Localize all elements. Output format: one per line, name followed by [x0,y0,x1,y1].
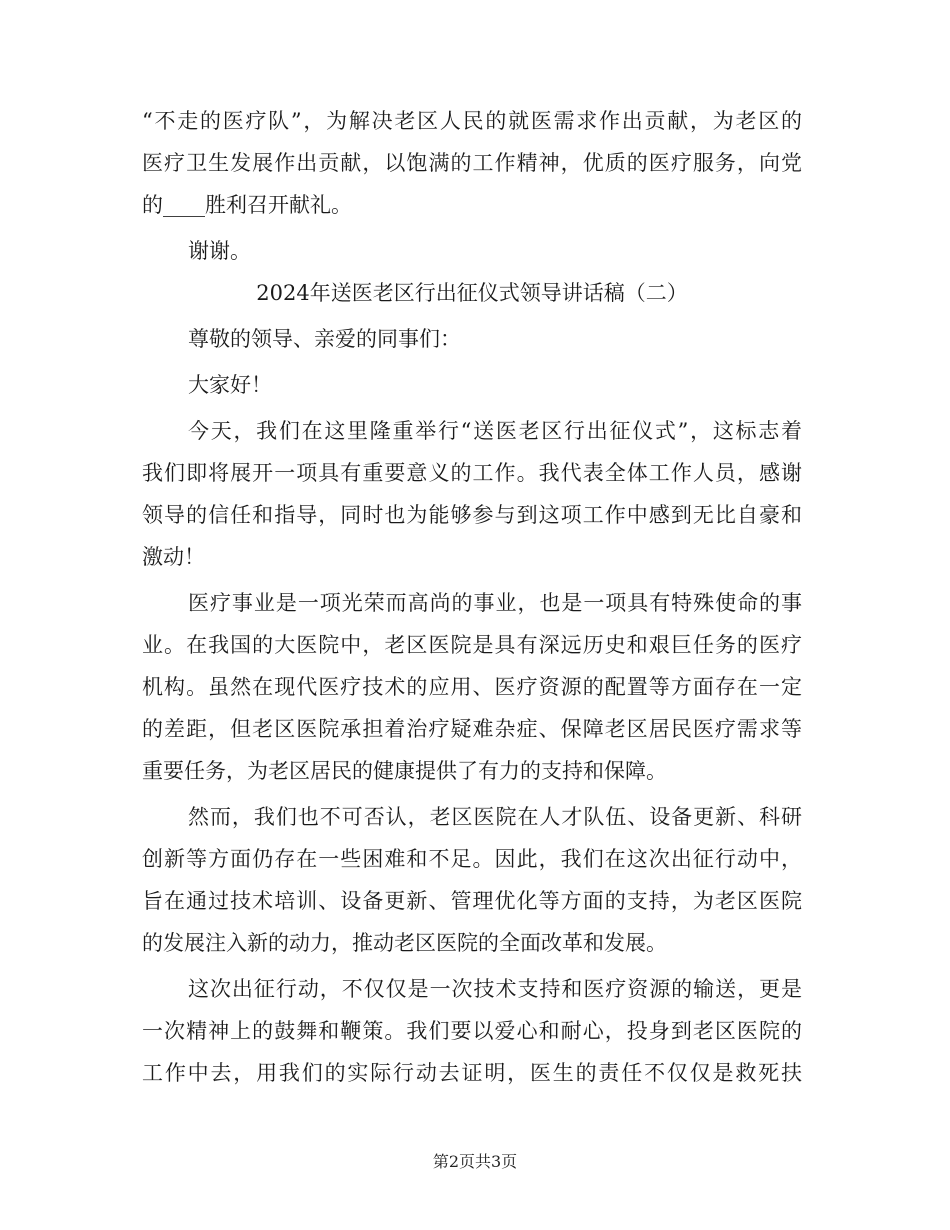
text-line: 机构。虽然在现代医疗技术的应用、医疗资源的配置等方面存在一定 [142,675,802,699]
text-line: 医疗卫生发展作出贡献，以饱满的工作精神，优质的医疗服务，向党 [142,151,802,175]
text-line: 的发展注入新的动力，推动老区医院的全面改革和发展。 [142,931,667,955]
text-line: 这次出征行动，不仅仅是一次技术支持和医疗资源的输送，更是 [188,977,802,1001]
text-line: 重要任务，为老区居民的健康提供了有力的支持和保障。 [142,759,667,783]
text-line: 尊敬的领导、亲爱的同事们： [188,327,461,351]
text-line: 领导的信任和指导，同时也为能够参与到这项工作中感到无比自豪和 [142,503,802,527]
text-line: 大家好！ [188,373,272,397]
text-line: 激动！ [142,545,205,569]
section-title: 2024年送医老区行出征仪式领导讲话稿（二） [256,281,688,305]
text-line: 今天，我们在这里隆重举行“送医老区行出征仪式”，这标志着 [188,419,802,443]
text-line: 然而，我们也不可否认，老区医院在人才队伍、设备更新、科研 [188,805,802,829]
document-page [142,100,802,1094]
paragraph-thanks [142,230,802,272]
text-line: 旨在通过技术培训、设备更新、管理优化等方面的支持，为老区医院 [142,889,802,913]
paragraph-medical-career [142,582,802,792]
text-line: 创新等方面仍存在一些困难和不足。因此，我们在这次出征行动中， [142,847,802,871]
paragraph-greeting [142,364,802,406]
text-line: 我们即将展开一项具有重要意义的工作。我代表全体工作人员，感谢 [142,461,802,485]
text-line: “不走的医疗队”，为解决老区人民的就医需求作出贡献，为老区的 [142,109,802,133]
paragraph-intro [142,410,802,578]
text-line: 医疗事业是一项光荣而高尚的事业，也是一项具有特殊使命的事 [188,591,802,615]
text-line: 谢谢。 [188,239,251,263]
paragraph-salutation [142,318,802,360]
text-line: 一次精神上的鼓舞和鞭策。我们要以爱心和耐心，投身到老区医院的 [142,1019,802,1043]
text-line: 工作中去，用我们的实际行动去证明，医生的责任不仅仅是救死扶 [142,1061,802,1085]
text-line: 业。在我国的大医院中，老区医院是具有深远历史和艰巨任务的医疗 [142,633,802,657]
text-line: 的____胜利召开献礼。 [142,193,352,217]
page-number-footer: 第2页共3页 [432,1152,518,1171]
paragraph-continued [142,100,802,226]
paragraph-challenges [142,796,802,964]
paragraph-mission [142,968,802,1094]
text-line: 的差距，但老区医院承担着治疗疑难杂症、保障老区居民医疗需求等 [142,717,802,741]
